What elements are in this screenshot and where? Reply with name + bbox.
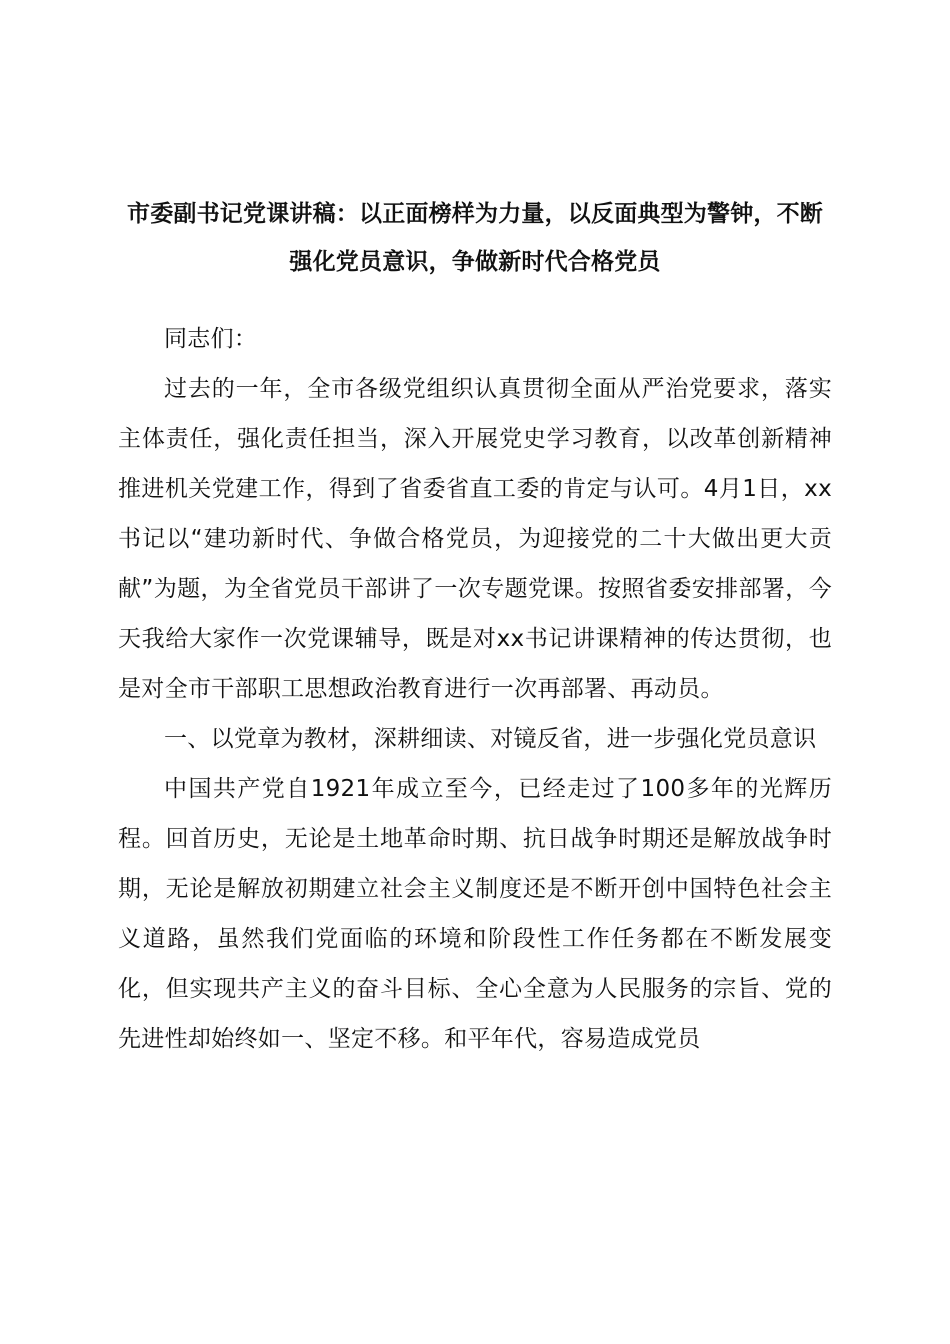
section-heading-1: 一、以党章为教材，深耕细读、对镜反省，进一步强化党员意识 — [164, 726, 817, 752]
paragraph-history: 中国共产党自1921年成立至今，已经走过了100多年的光辉历程。回首历史，无论是土地革命时期、抗日战争时期还是解放战争时期，无论是解放初期建立社会主义制度还是不断开创中国特色社会主义道路，虽然我们党面临的环境和阶段性工作任务都在不断发展变化，但实现共产主义的奋斗目标、全心全意为人民服务的宗旨、党的先进性却始终如一、坚定不移。和平年代，容易造成党员 — [118, 776, 832, 1052]
paragraph-intro: 过去的一年，全市各级党组织认真贯彻全面从严治党要求，落实主体责任，强化责任担当，深入开展党史学习教育，以改革创新精神推进机关党建工作，得到了省委省直工委的肯定与认可。4月1日，xx书记以“建功新时代、争做合格党员，为迎接党的二十大做出更大贡献”为题，为全省党员干部讲了一次专题党课。按照省委安排部署，今天我给大家作一次党课辅导，既是对xx书记讲课精神的传达贯彻，也是对全市干部职工思想政治教育进行一次再部署、再动员。 — [118, 376, 832, 702]
document-body — [118, 314, 832, 1064]
salutation: 同志们： — [164, 326, 258, 352]
document-title: 市委副书记党课讲稿：以正面榜样为力量，以反面典型为警钟，不断强化党员意识，争做新时代合格党员 — [127, 201, 823, 275]
